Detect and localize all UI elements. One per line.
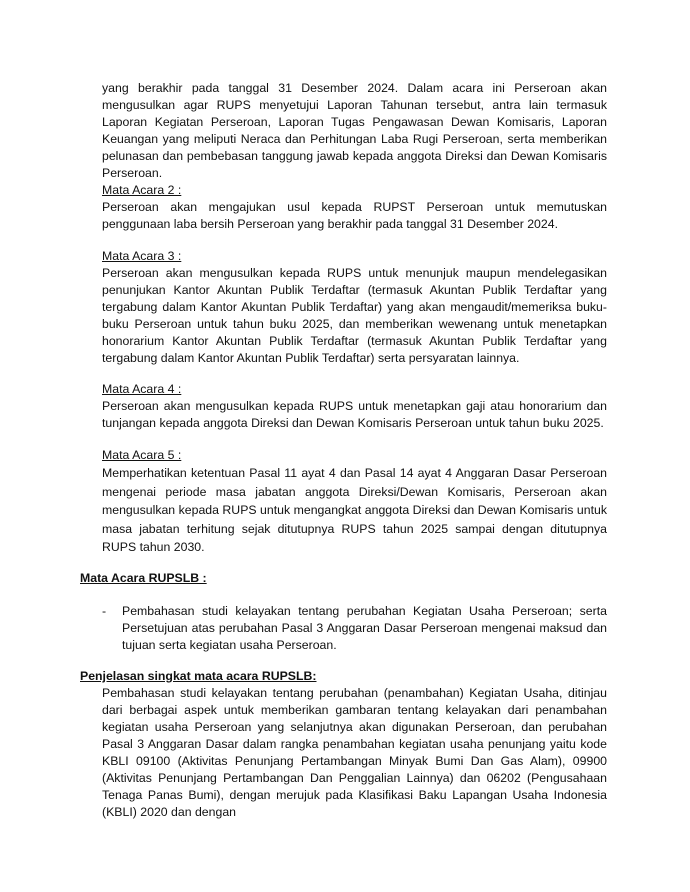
agenda-title: Mata Acara 5 : xyxy=(102,448,182,462)
explanation-heading: Penjelasan singkat mata acara RUPSLB: xyxy=(80,669,317,683)
agenda-title: Mata Acara 4 : xyxy=(102,382,182,396)
agenda-title: Mata Acara 3 : xyxy=(102,249,182,263)
agenda-text: Perseroan akan mengusulkan kepada RUPS untuk menetapkan gaji atau honorarium dan tunjangan kepada anggota Direksi dan Dewan Komisaris Perseroan untuk tahun buku 2025. xyxy=(102,399,607,430)
agenda-text: Perseroan akan mengajukan usul kepada RUPST Perseroan untuk memutuskan penggunaan laba bersih Perseroan yang berakhir pada tanggal 31 Desember 2024. xyxy=(102,200,607,231)
rupslb-bullet xyxy=(102,603,607,654)
intro-paragraph: yang berakhir pada tanggal 31 Desember 2024. Dalam acara ini Perseroan akan mengusulkan agar RUPS menyetujui Laporan Tahunan tersebut, antra lain termasuk Laporan Kegiatan Perseroan, Laporan Tugas Pengawasan Dewan Komisaris, Laporan Keuangan yang meliputi Neraca dan Perhitungan Laba Rugi Perseroan, serta memberikan pelunasan dan pembebasan tanggung jawab kepada anggota Direksi dan Dewan Komisaris Perseroan. xyxy=(102,81,607,180)
agenda-item-4 xyxy=(102,381,607,432)
explanation-text: Pembahasan studi kelayakan tentang perubahan (penambahan) Kegiatan Usaha, ditinjau dari berbagai aspek untuk memberikan gambaran tentang kelayakan dari penambahan kegiatan usaha Perseroan yang selanjutnya akan digunakan Perseroan, dan perubahan Pasal 3 Anggaran Dasar dalam rangka penambahan kegiatan usaha penunjang yaitu kode KBLI 09100 (Aktivitas Penunjang Pertambangan Minyak Bumi Dan Gas Alam), 09900 (Aktivitas Penunjang Pertambangan Dan Penggalian Lainnya) dan 06202 (Pengusahaan Tenaga Panas Bumi), dengan merujuk pada Klasifikasi Baku Lapangan Usaha Indonesia (KBLI) 2020 dan dengan xyxy=(102,686,607,819)
agenda-text: Perseroan akan mengusulkan kepada RUPS untuk menunjuk maupun mendelegasikan penunjukan Kantor Akuntan Publik Terdaftar (termasuk Akuntan Publik Terdaftar yang tergabung dalam Kantor Akuntan Publik Terdaftar) yang akan mengaudit/memeriksa buku-buku Perseroan untuk tahun buku 2025, dan memberikan wewenang untuk menetapkan honorarium Kantor Akuntan Publik Terdaftar (termasuk Akuntan Publik Terdaftar yang tergabung dalam Kantor Akuntan Publik Terdaftar) serta persyaratan lainnya. xyxy=(102,266,607,365)
bullet-text: Pembahasan studi kelayakan tentang perubahan Kegiatan Usaha Perseroan; serta Persetujuan atas perubahan Pasal 3 Anggaran Dasar Perseroan mengenai maksud dan tujuan serta kegiatan usaha Perseroan. xyxy=(122,604,607,652)
agenda-title: Mata Acara 2 : xyxy=(102,183,182,197)
agenda-text: Memperhatikan ketentuan Pasal 11 ayat 4 dan Pasal 14 ayat 4 Anggaran Dasar Perseroan mengenai periode masa jabatan anggota Direksi/Dewan Komisaris, Perseroan akan mengusulkan kepada RUPS untuk mengangkat anggota Direksi dan Dewan Komisaris untuk masa jabatan terhitung sejak ditutupnya RUPS tahun 2025 sampai dengan ditutupnya RUPS tahun 2030. xyxy=(102,466,607,554)
bullet-dash: - xyxy=(102,604,107,618)
rupslb-heading: Mata Acara RUPSLB : xyxy=(80,571,207,585)
agenda-item-5 xyxy=(102,447,607,557)
agenda-item-2 xyxy=(102,182,607,233)
agenda-item-3 xyxy=(102,248,607,367)
